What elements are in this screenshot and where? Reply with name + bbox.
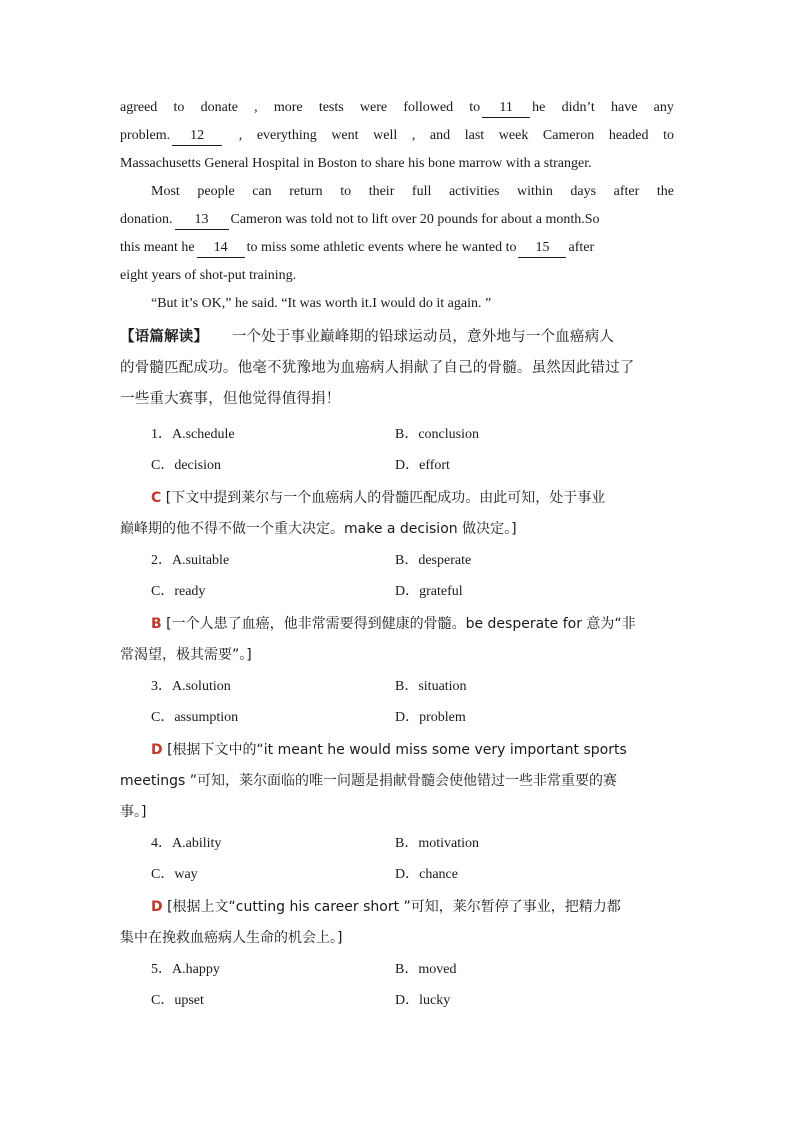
question-3: 3．A.solution B．situation C．assumption D．problem D [根据下文中的“it meant he would miss some very important sports meetings ”可知，莱尔面临的唯一问题是捐献骨髓会使他错过一些非常重要的赛 事。] [120, 671, 674, 828]
passage-line-6: this meant he 14 to miss some athletic events where he wanted to 15 after [120, 234, 674, 262]
passage-line-8: “But it’s OK,” he said. “It was worth it.I would do it again. ” [151, 296, 492, 311]
answer-letter: B [151, 616, 162, 632]
answer-explanation: D [根据下文中的“it meant he would miss some very important sports meetings ”可知，莱尔面临的唯一问题是捐献骨髓会使他错过一些非常重要的赛 事。] [120, 742, 627, 820]
passage-line-3: Massachusetts General Hospital in Boston to share his bone marrow with a stranger. [120, 156, 592, 171]
option-a: A.solution [172, 679, 231, 694]
option-b: B．motivation [395, 836, 479, 851]
answer-letter: D [151, 742, 163, 758]
option-c: C．ready [151, 584, 206, 599]
question-5: 5．A.happy B．moved C．upset D．lucky [120, 954, 674, 1016]
option-d: D．chance [395, 867, 458, 882]
blank-14: 14 [197, 239, 245, 258]
blank-13: 13 [175, 211, 229, 230]
answer-explanation: B [一个人患了血癌，他非常需要得到健康的骨髓。be desperate for 意为“非 常渴望，极其需要”。] [120, 616, 636, 663]
passage-line-4: Most people can return to their full activities within days after the [151, 184, 674, 199]
question-4: 4．A.ability B．motivation C．way D．chance D [根据上文“cutting his career short ”可知，莱尔暂停了事业，把精力都 集中在挽救血癌病人生命的机会上。] [120, 828, 674, 954]
option-d: D．grateful [395, 584, 463, 599]
option-d: D．lucky [395, 993, 451, 1008]
option-a: A.happy [172, 962, 220, 977]
option-b: B．conclusion [395, 427, 479, 442]
option-c: C．upset [151, 993, 204, 1008]
question-2: 2．A.suitable B．desperate C．ready D．grateful B [一个人患了血癌，他非常需要得到健康的骨髓。be desperate for 意为“非 常渴望，极其需要”。] [120, 545, 674, 671]
analysis-label: 【语篇解读】 [120, 329, 209, 345]
passage-line-2: problem. 12 , everything went well , and last week Cameron headed to [120, 122, 674, 150]
option-a: A.ability [172, 836, 222, 851]
passage-line-7: eight years of shot-put training. [120, 268, 297, 283]
passage-analysis: 【语篇解读】 一个处于事业巅峰期的铅球运动员，意外地与一个血癌病人 的骨髓匹配成功。他毫不犹豫地为血癌病人捐献了自己的骨髓。虽然因此错过了 一些重大赛事，但他觉得值得捐！ [120, 329, 635, 407]
option-c: C．assumption [151, 710, 239, 725]
option-b: B．desperate [395, 553, 472, 568]
question-1: 1．A.schedule B．conclusion C．decision D．effort C [下文中提到莱尔与一个血癌病人的骨髓匹配成功。由此可知，处于事业 巅峰期的他不得不做一个重大决定。make a decision 做决定。] [120, 419, 674, 545]
option-d: D．effort [395, 458, 450, 473]
option-d: D．problem [395, 710, 466, 725]
blank-15: 15 [518, 239, 566, 258]
page-content [120, 94, 674, 1016]
option-b: B．situation [395, 679, 467, 694]
option-b: B．moved [395, 962, 457, 977]
option-c: C．decision [151, 458, 221, 473]
passage-line-1: agreed to donate , more tests were followed to 11 he didn’t have any [120, 94, 674, 122]
answer-explanation: C [下文中提到莱尔与一个血癌病人的骨髓匹配成功。由此可知，处于事业 巅峰期的他不得不做一个重大决定。make a decision 做决定。] [120, 490, 606, 537]
answer-letter: D [151, 899, 163, 915]
passage-line-5: donation. 13 Cameron was told not to lift over 20 pounds for about a month.So [120, 206, 674, 234]
blank-11: 11 [482, 99, 530, 118]
answer-explanation: D [根据上文“cutting his career short ”可知，莱尔暂停了事业，把精力都 集中在挽救血癌病人生命的机会上。] [120, 899, 621, 946]
option-a: A.suitable [172, 553, 230, 568]
blank-12: 12 [172, 127, 222, 146]
answer-letter: C [151, 490, 162, 506]
option-a: A.schedule [172, 427, 235, 442]
option-c: C．way [151, 867, 198, 882]
